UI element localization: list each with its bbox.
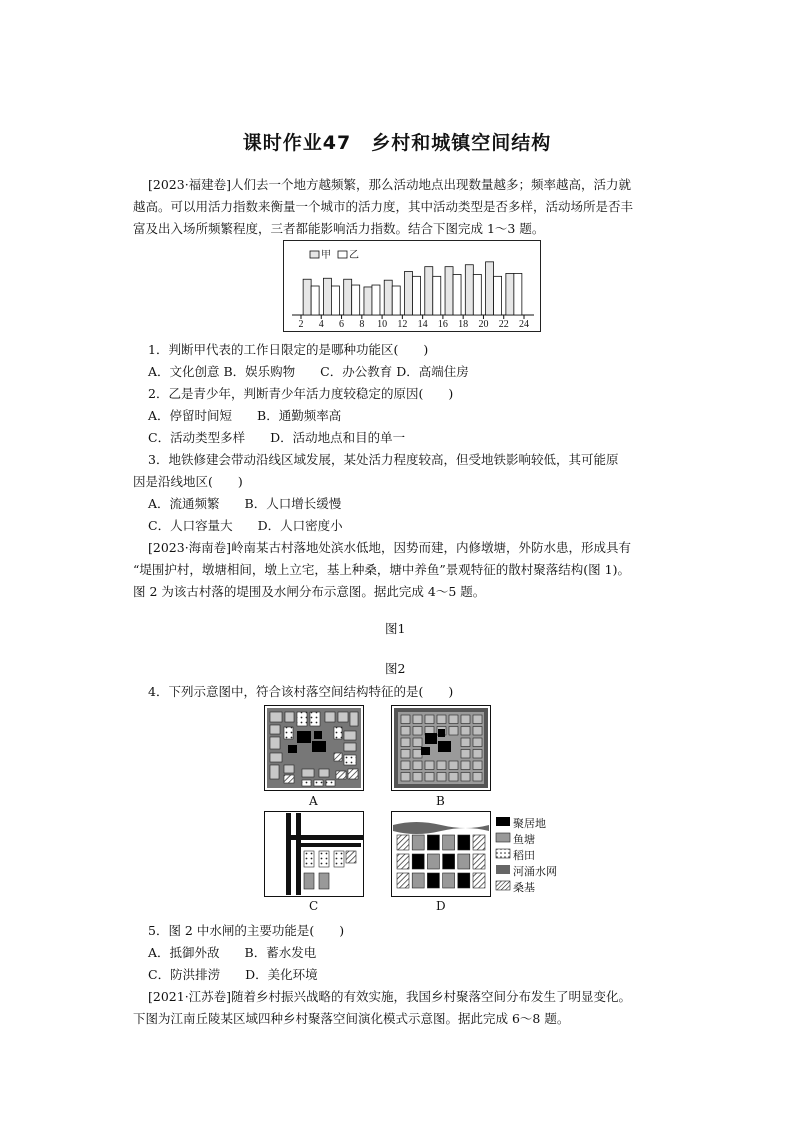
diagram-d-cell <box>443 873 455 888</box>
diagram-b-cell <box>473 761 482 770</box>
legend-fishpond: 鱼塘 <box>513 833 535 846</box>
q1-options: A．文化创意 B．娱乐购物 C．办公教育 D．高端住房 <box>148 364 469 379</box>
diagram-b-cell <box>425 773 434 782</box>
q3-stem-line1: 3．地铁修建会带动沿线区域发展，某处活力程度较高，但受地铁影响较低，其可能原 <box>148 452 619 467</box>
bar-甲-2 <box>303 279 311 315</box>
diagram-d-cell <box>443 835 455 850</box>
legend-swatch-甲 <box>310 251 319 258</box>
diagram-b-cell <box>461 750 470 759</box>
diagram-b-cell <box>413 773 422 782</box>
diagram-b-cell <box>437 715 446 724</box>
bar-乙-10 <box>392 286 400 315</box>
legend-settlement: 聚居地 <box>513 817 546 830</box>
figure1-caption: 图1 <box>385 621 406 636</box>
diagram-a-label: A <box>309 794 318 808</box>
legend-waterway-swatch <box>496 865 510 874</box>
diagram-b-cell <box>449 761 458 770</box>
diagram-d-cell <box>458 854 470 869</box>
legend-swatch-乙 <box>338 251 347 258</box>
q2-options-cd: C．活动类型多样 D．活动地点和目的单一 <box>148 430 406 445</box>
x-tick-label: 16 <box>437 319 448 330</box>
diagram-d-cell <box>397 854 409 869</box>
bar-乙-14 <box>433 276 441 315</box>
diagram-b-cell <box>461 773 470 782</box>
diagram-d-cell <box>412 854 424 869</box>
q2-options-ab: A．停留时间短 B．通勤频率高 <box>148 408 342 423</box>
legend-paddy: 稻田 <box>513 849 535 862</box>
bar-甲-22 <box>506 273 514 315</box>
diagram-d-cell <box>443 854 455 869</box>
diagram-b-cell <box>425 715 434 724</box>
diagram-b-cell <box>449 727 458 736</box>
diagram-d-cell <box>427 854 439 869</box>
diagram-d-cell <box>397 835 409 850</box>
legend-waterway: 河涌水网 <box>513 865 557 878</box>
x-tick-label: 22 <box>498 319 509 330</box>
diagram-b-cell <box>437 773 446 782</box>
bar-乙-12 <box>413 276 421 315</box>
bar-甲-6 <box>344 279 352 315</box>
diagram-b-cell <box>473 773 482 782</box>
diagram-b-cell <box>401 773 410 782</box>
legend-label-甲: 甲 <box>321 250 331 261</box>
diagram-b-cell <box>413 761 422 770</box>
q5-options-cd: C．防洪排涝 D．美化环境 <box>148 967 318 982</box>
intro1-line1: [2023·福建卷]人们去一个地方越频繁，那么活动地点出现数量越多；频率越高，活力就 <box>148 177 632 192</box>
diagram-b-cell <box>413 738 422 747</box>
diagram-b-cell <box>449 715 458 724</box>
bar-乙-16 <box>453 274 461 315</box>
diagram-b-cell <box>473 738 482 747</box>
bar-甲-10 <box>384 280 392 315</box>
intro2-line2: “堤围护村，墩塘相间，墩上立宅，基上种桑，塘中养鱼”景观特征的散村聚落结构(图 1)。 <box>133 562 630 577</box>
diagram-b-cell <box>473 727 482 736</box>
page-title: 课时作业47 乡村和城镇空间结构 <box>242 132 552 154</box>
diagram-d-cell <box>473 854 485 869</box>
x-tick-label: 12 <box>397 319 408 330</box>
bar-甲-14 <box>425 267 433 315</box>
x-tick-label: 10 <box>377 319 388 330</box>
diagram-b-cell <box>473 750 482 759</box>
x-tick-label: 20 <box>478 319 489 330</box>
diagram-b-cell <box>461 761 470 770</box>
diagram-d-cell <box>473 873 485 888</box>
intro3-line2: 下图为江南丘陵某区域四种乡村聚落空间演化模式示意图。据此完成 6～8 题。 <box>133 1011 570 1026</box>
diagram-a <box>264 705 364 791</box>
diagram-b-label: B <box>436 794 445 808</box>
diagram-b-cell <box>473 715 482 724</box>
legend-paddy-swatch <box>496 849 510 858</box>
diagram-b-cell <box>413 715 422 724</box>
diagram-d-label: D <box>436 899 446 913</box>
bar-甲-12 <box>405 272 413 316</box>
bar-甲-16 <box>445 267 453 315</box>
diagram-c <box>264 811 364 897</box>
diagram-b-cell <box>413 750 422 759</box>
legend-mulberry: 桑基 <box>513 881 535 894</box>
bar-乙-2 <box>311 286 319 315</box>
intro1-line2: 越高。可以用活力指数来衡量一个城市的活力度，其中活动类型是否多样，活动场所是否丰 <box>133 199 634 214</box>
q3-options-ab: A．流通频繁 B．人口增长缓慢 <box>148 496 342 511</box>
q5-stem: 5．图 2 中水闸的主要功能是( ) <box>148 923 345 938</box>
diagram-b-cell <box>401 761 410 770</box>
diagram-b-cell <box>461 738 470 747</box>
figure2-caption: 图2 <box>385 661 406 676</box>
x-tick-label: 6 <box>339 319 345 330</box>
diagram-d-cell <box>412 835 424 850</box>
diagram-b-cell <box>449 773 458 782</box>
diagram-b-cell <box>461 715 470 724</box>
diagram-b-cell <box>401 738 410 747</box>
diagram-legend-symbols <box>495 815 513 895</box>
diagram-d-cell <box>412 873 424 888</box>
q5-options-ab: A．抵御外敌 B．蓄水发电 <box>148 945 317 960</box>
q1-stem: 1．判断甲代表的工作日限定的是哪种功能区( ) <box>148 342 429 357</box>
q3-options-cd: C．人口容量大 D．人口密度小 <box>148 518 343 533</box>
diagram-d <box>391 811 491 897</box>
activity-bar-chart <box>284 241 540 331</box>
diagram-b-cell <box>401 750 410 759</box>
intro1-line3: 富及出入场所频繁程度，三者都能影响活力指数。结合下图完成 1～3 题。 <box>133 221 545 236</box>
x-tick-label: 18 <box>458 319 469 330</box>
bar-乙-6 <box>352 285 360 315</box>
diagram-d-cell <box>397 873 409 888</box>
diagram-b <box>391 705 491 791</box>
q2-stem: 2．乙是青少年，判断青少年活力度较稳定的原因( ) <box>148 386 454 401</box>
bar-乙-8 <box>372 285 380 315</box>
intro2-line1: [2023·海南卷]岭南某古村落地处滨水低地，因势而建，内修墩塘，外防水患，形成具有 <box>148 540 632 555</box>
diagram-b-cell <box>437 761 446 770</box>
diagram-d-cell <box>427 873 439 888</box>
diagram-b-cell <box>401 727 410 736</box>
diagram-d-cell <box>473 835 485 850</box>
x-tick-label: 24 <box>519 319 529 330</box>
diagram-c-label: C <box>309 899 319 913</box>
intro2-line3: 图 2 为该古村落的堤围及水闸分布示意图。据此完成 4～5 题。 <box>133 584 486 599</box>
bar-乙-4 <box>331 286 339 315</box>
legend-label-乙: 乙 <box>349 250 359 261</box>
x-tick-label: 14 <box>417 319 428 330</box>
x-tick-label: 2 <box>298 319 304 330</box>
diagram-d-cell <box>458 873 470 888</box>
bar-乙-18 <box>473 274 481 315</box>
intro3-line1: [2021·江苏卷]随着乡村振兴战略的有效实施，我国乡村聚落空间分布发生了明显变化。 <box>148 989 632 1004</box>
legend-mulberry-swatch <box>496 881 510 890</box>
diagram-b-cell <box>461 727 470 736</box>
x-tick-label: 4 <box>318 319 324 330</box>
bar-乙-22 <box>514 273 522 315</box>
bar-甲-4 <box>323 278 331 315</box>
bar-甲-8 <box>364 287 372 315</box>
diagram-b-cell <box>425 761 434 770</box>
diagram-b-cell <box>413 727 422 736</box>
q3-stem-line2: 因是沿线地区( ) <box>133 474 243 489</box>
diagram-b-cell <box>401 715 410 724</box>
x-tick-label: 8 <box>359 319 365 330</box>
bar-乙-20 <box>494 276 502 315</box>
diagram-d-cell <box>427 835 439 850</box>
diagram-d-cell <box>458 835 470 850</box>
q4-stem: 4．下列示意图中，符合该村落空间结构特征的是( ) <box>148 684 454 699</box>
activity-chart <box>283 240 541 332</box>
legend-settlement-swatch <box>496 817 510 826</box>
bar-甲-20 <box>486 262 494 315</box>
bar-甲-18 <box>465 265 473 315</box>
legend-fishpond-swatch <box>496 833 510 842</box>
